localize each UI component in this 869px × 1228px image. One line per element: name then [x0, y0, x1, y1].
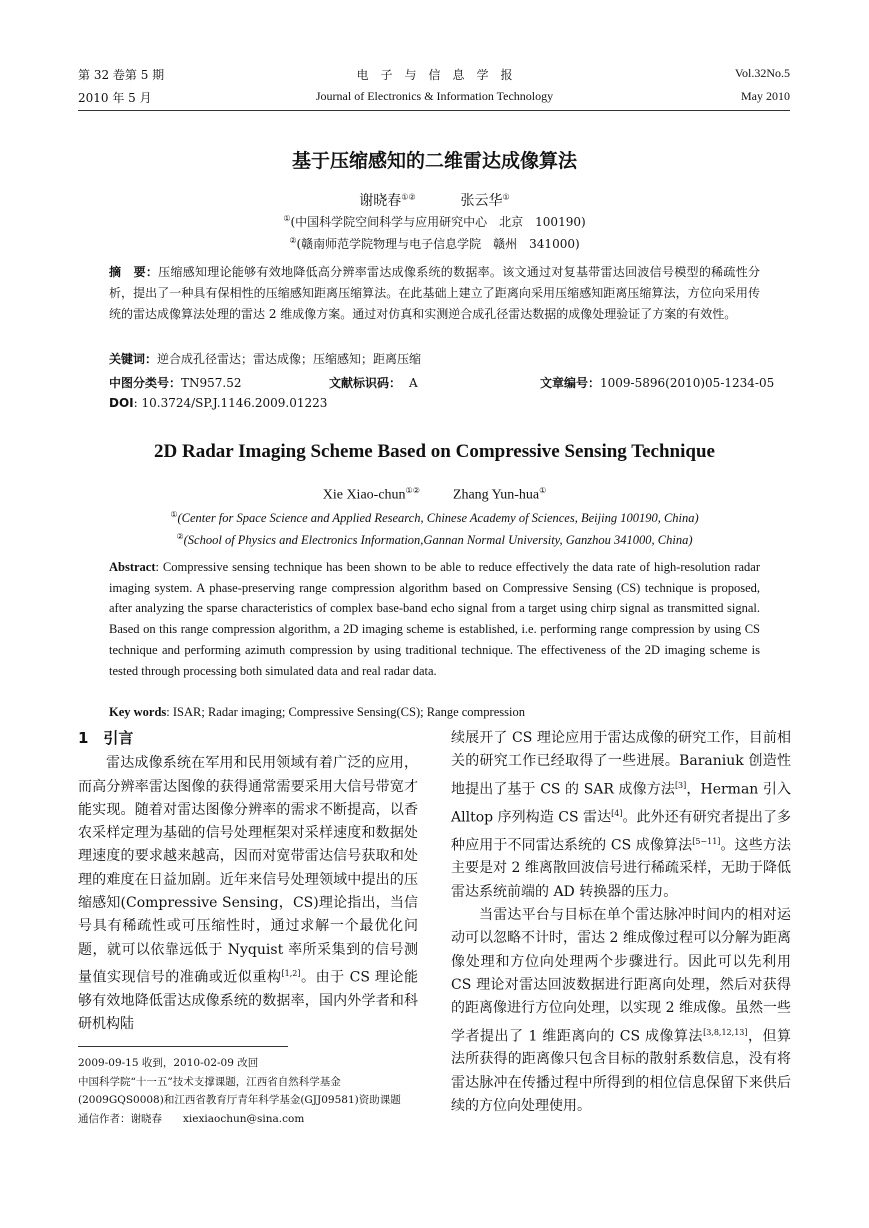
article-number	[540, 374, 774, 391]
author-2-cn: 张云华	[460, 193, 503, 209]
abstract-en-text: : Compressive sensing technique has been shown to be able to reduce effectively the data rate of high-resolution radar imaging system. A phase-preserving range compression algorithm based on Compressive Sensing (CS) technique is proposed, after analyzing the sparse characteristics of complex base-band echo signal from a target using chirp signal as transmitted signal. Based on this range compression algorithm, a 2D imaging scheme is established, i.e. performing range compression by using CS technique and performing azimuth compression by using traditional technique. The effectiveness of the 2D imaging scheme is tested through processing both simulated data and real radar data.	[109, 560, 760, 678]
section-1-paragraph-2	[451, 904, 791, 1118]
body-column-right	[451, 727, 791, 1118]
author-2-en: Zhang Yun-hua	[452, 487, 540, 503]
affil-cn-1-text: (中国科学院空间科学与应用研究中心 北京 100190)	[290, 215, 586, 229]
clc-label: 中图分类号：	[109, 376, 182, 390]
header-rule	[78, 110, 790, 111]
p1f-text: 。这些方法主要是对 2 维离散回波信号进行稀疏采样，无助于降低雷达系统前端的 AD 转换器的压力。	[451, 837, 792, 900]
authors-cn	[0, 190, 869, 210]
art-value: 1009-5896(2010)05-1234-05	[600, 376, 775, 390]
affiliation-cn-1	[0, 213, 869, 230]
author-1-en: Xie Xiao-chun	[322, 487, 406, 503]
abstract-cn-text: 压缩感知理论能够有效地降低高分辨率雷达成像系统的数据率。该文通过对复基带雷达回波信号模型的稀疏性分析，提出了一种具有保相性的压缩感知距离压缩算法。在此基础上建立了距离向采用压缩感知距离压缩算法，方位向采用传统的雷达成像算法处理的雷达 2 维成像方案。通过对仿真和实测逆合成孔径雷达数据的成像处理验证了方案的有效性。	[109, 265, 760, 321]
abstract-cn	[109, 262, 760, 325]
clc-value: TN957.52	[181, 376, 242, 390]
body-column-left	[78, 727, 418, 1037]
abstract-en-label: Abstract	[109, 560, 156, 574]
affiliation-cn-2	[0, 235, 869, 252]
doi	[109, 396, 327, 410]
keywords-en-text: : ISAR; Radar imaging; Compressive Sensing(CS); Range compression	[166, 705, 525, 719]
affiliation-en-1	[0, 510, 869, 526]
footnote-rule	[78, 1046, 288, 1047]
header-date-en: May 2010	[741, 89, 790, 103]
affil-en-1-mark: ①	[170, 510, 178, 519]
keywords-cn-text: 逆合成孔径雷达；雷达成像；压缩感知；距离压缩	[157, 352, 422, 366]
doi-value: : 10.3724/SP.J.1146.2009.01223	[133, 396, 328, 410]
affil-cn-2-mark: ②	[289, 236, 297, 245]
header-volume-en: Vol.32No.5	[734, 66, 790, 80]
authors-en	[0, 486, 869, 504]
p1c-text: 续展开了 CS 理论应用于雷达成像的研究工作，目前相关的研究工作已经取得了一些进展。Baraniuk 创造性地提出了基于 CS 的 SAR 成像方法	[451, 730, 791, 798]
footnote	[78, 1054, 423, 1128]
clc-number	[109, 374, 242, 391]
doc-value: A	[409, 376, 418, 390]
art-label: 文章编号：	[540, 376, 601, 390]
author-1-cn-mark: ①②	[401, 192, 416, 202]
ref-3: [3]	[674, 780, 687, 790]
ref-1-2: [1,2]	[281, 968, 301, 978]
p2a-text: 当雷达平台与目标在单个雷达脉冲时间内的相对运动可以忽略不计时，雷达 2 维成像过程可以分解为距离像处理和方位向处理两个步骤进行。因此可以先利用 CS 理论对雷达回波数据进行距离向处理，然后对获得的距离像进行方位向处理，以实现 2 维成像。虽然一些学者提出了 1 维距离向的 CS 成像算法	[451, 907, 791, 1045]
author-2-en-mark: ①	[539, 486, 547, 495]
keywords-cn-label: 关键词：	[109, 352, 158, 366]
affil-en-2-text: (School of Physics and Electronics Information,Gannan Normal University, Ganzhou 341000, China)	[183, 533, 693, 548]
author-1-en-mark: ①②	[405, 486, 420, 495]
keywords-en	[109, 702, 760, 723]
header-journal-en: Journal of Electronics & Information Technology	[315, 89, 554, 103]
p1a-text: 雷达成像系统在军用和民用领域有着广泛的应用，而高分辨率雷达图像的获得通常需要采用大信号带宽才能实现。随着对雷达图像分辨率的需求不断提高，以香农采样定理为基础的信号处理框架对采样速度和数据处理速度的要求越来越高，因而对宽带雷达信号获取和处理的难度在日益加剧。近年来信号处理领域中提出的压缩感知(Compressive Sensing，CS)理论指出，当信号具有稀疏性或可压缩性时，通过求解一个最优化问题，就可以依靠远低于 Nyquist 率所采集到的信号测量值实现信号的准确或近似重构	[78, 755, 418, 986]
footnote-funding: 中国科学院“十一五”技术支撑课题，江西省自然科学基金(2009GQS0008)和江西省教育厅青年科学基金(GJJ09581)资助课题	[78, 1075, 401, 1106]
section-1-paragraph-1	[78, 752, 418, 1036]
section-1-paragraph-1-cont	[451, 727, 791, 904]
document-code	[329, 374, 418, 391]
author-1-cn: 谢晓春	[359, 193, 402, 209]
doi-label: DOI	[109, 396, 134, 410]
keywords-cn	[109, 350, 421, 367]
affil-en-2-mark: ②	[176, 532, 184, 541]
ref-3-8-12-13: [3,8,12,13]	[703, 1027, 748, 1037]
title-en: 2D Radar Imaging Scheme Based on Compressive Sensing Technique	[154, 441, 715, 462]
p1d-text: ，Herman 引入 Alltop 序列构造 CS 雷达	[451, 781, 791, 826]
p1e-text: 。此外还有研究者提出了多种应用于不同雷达系统的 CS 成像算法	[451, 809, 791, 854]
abstract-en	[109, 557, 760, 681]
header-date-cn: 2010 年 5 月	[78, 91, 152, 105]
affil-en-1-text: (Center for Space Science and Applied Research, Chinese Academy of Sciences, Beijing 100190, China)	[177, 511, 699, 526]
p1b-text: 。由于 CS 理论能够有效地降低雷达成像系统的数据率，国内外学者和科研机构陆	[78, 969, 419, 1033]
keywords-en-label: Key words	[109, 705, 167, 719]
header-volume-cn: 第 32 卷第 5 期	[78, 68, 165, 82]
title-cn: 基于压缩感知的二维雷达成像算法	[291, 150, 577, 172]
footnote-corresponding: 通信作者：谢晓春 xiexiaochun@sina.com	[78, 1112, 305, 1125]
p2b-text: ，但算法所获得的距离像只包含目标的散射系数信息，没有将雷达脉冲在传播过程中所得到的相位信息保留下来供后续的方位向处理使用。	[451, 1028, 792, 1115]
section-1-heading: 1 引言	[78, 729, 134, 747]
doc-label: 文献标识码：	[329, 376, 402, 390]
abstract-cn-label: 摘 要：	[109, 265, 159, 279]
header-journal-cn: 电 子 与 信 息 学 报	[356, 68, 513, 82]
author-2-cn-mark: ①	[502, 192, 510, 202]
affil-cn-2-text: (赣南师范学院物理与电子信息学院 赣州 341000)	[296, 237, 580, 251]
ref-4: [4]	[611, 808, 623, 818]
affiliation-en-2	[0, 532, 869, 548]
footnote-received: 2009-09-15 收到，2010-02-09 改回	[78, 1057, 259, 1069]
ref-5-11: [5−11]	[692, 836, 721, 846]
affil-cn-1-mark: ①	[283, 214, 291, 223]
